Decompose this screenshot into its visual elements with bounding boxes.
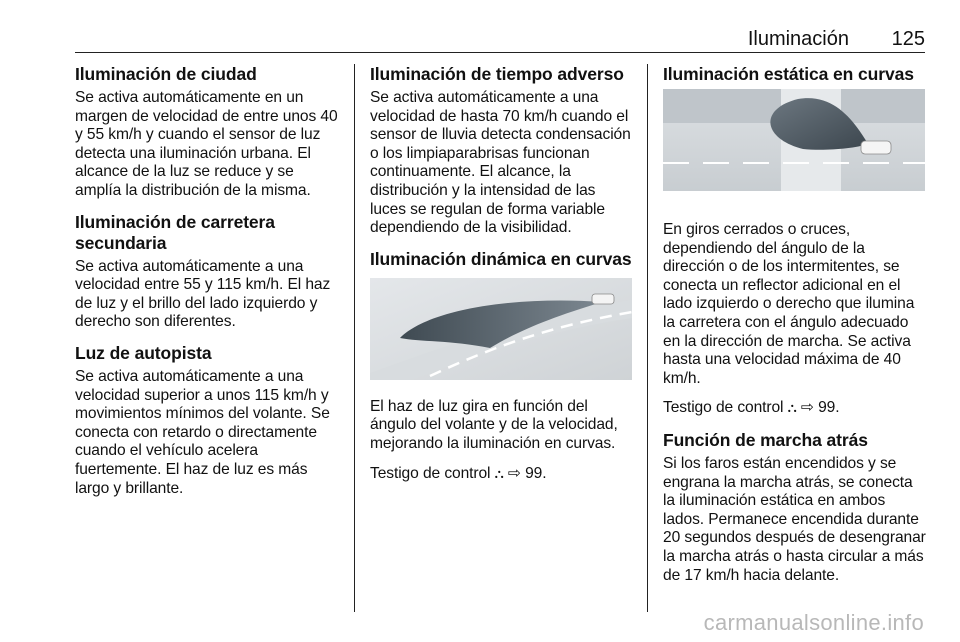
section-text-secondary-road: Se activa automáticamente a una velocidad entre 55 y 115 km/h. El haz de luz y el brillo del lado izquierdo y derecho son diferentes. bbox=[75, 257, 331, 331]
control-reference-2: Testigo de control ⛬ ⇨ 99. bbox=[663, 399, 840, 417]
watermark-text: carmanualsonline.info bbox=[703, 610, 924, 635]
section-title-static-curve: Iluminación estática en curvas bbox=[663, 64, 914, 84]
page-header bbox=[75, 28, 925, 50]
section-text-dynamic-curve: El haz de luz gira en función del ángulo del volante y de la velocidad, mejorando la iluminación en curvas. bbox=[370, 397, 618, 452]
column-1 bbox=[75, 64, 343, 509]
dynamic-curve-illustration bbox=[370, 278, 632, 380]
section-title-adverse-weather: Iluminación de tiempo adverso bbox=[370, 64, 624, 84]
header-divider bbox=[75, 52, 925, 53]
section-title-city-lighting: Iluminación de ciudad bbox=[75, 64, 257, 84]
page-arrow-icon: ⇨ bbox=[507, 464, 521, 482]
section-text-motorway-light: Se activa automáticamente a una velocidad superior a unos 115 km/h y movimientos mínimos del volante. Se conecta con retardo o directamente cuando el vehículo acelera fuertemente. El haz de luz es más largo y brillante. bbox=[75, 367, 330, 497]
section-title-secondary-road: Iluminación de carretera secundaria bbox=[75, 211, 275, 253]
section-text-static-curve: En giros cerrados o cruces, dependiendo del ángulo de la dirección o de los intermitentes, se conecta un reflector adicional en el lado izquierdo o derecho que ilumina la carretera con el ángulo adecuado en la dirección de marcha. Se activa hasta una velocidad máxima de 40 km/h. bbox=[663, 221, 915, 387]
section-title-reverse-function: Función de marcha atrás bbox=[663, 429, 868, 450]
headlamp-icon: ⛬ bbox=[787, 401, 797, 417]
section-title-dynamic-curve: Iluminación dinámica en curvas bbox=[370, 248, 632, 269]
control-reference-1: Testigo de control ⛬ ⇨ 99. bbox=[370, 464, 547, 482]
section-title-motorway-light: Luz de autopista bbox=[75, 342, 212, 363]
static-curve-illustration bbox=[663, 89, 925, 191]
headlamp-icon: ⛬ bbox=[494, 466, 504, 482]
section-text-reverse-function: Si los faros están encendidos y se engrana la marcha atrás, se conecta la iluminación estática en ambos lados. Permanece encendida durante 20 segundos después de desengranar la marcha atrás o hasta circular a más de 17 km/h hacia delante. bbox=[663, 454, 926, 584]
column-2 bbox=[370, 64, 634, 495]
page-arrow-icon: ⇨ bbox=[800, 399, 814, 417]
column-divider-1 bbox=[354, 64, 355, 612]
page-title: Iluminación bbox=[747, 28, 849, 50]
section-text-city-lighting: Se activa automáticamente en un margen de velocidad de entre unos 40 y 55 km/h y cuando el sensor de luz detecta una iluminación urbana. El alcance de la luz se reduce y se amplía la distribución de la misma. bbox=[75, 89, 338, 199]
page-number: 125 bbox=[891, 28, 925, 50]
column-3 bbox=[663, 64, 927, 596]
section-text-adverse-weather: Se activa automáticamente a una velocidad de hasta 70 km/h cuando el sensor de lluvia detecta condensación o los limpiaparabrisas funcionan continuamente. El alcance, la distribución y la intensidad de las luces se regulan de forma variable dependiendo de la visibilidad. bbox=[370, 89, 631, 237]
column-divider-2 bbox=[647, 64, 648, 612]
